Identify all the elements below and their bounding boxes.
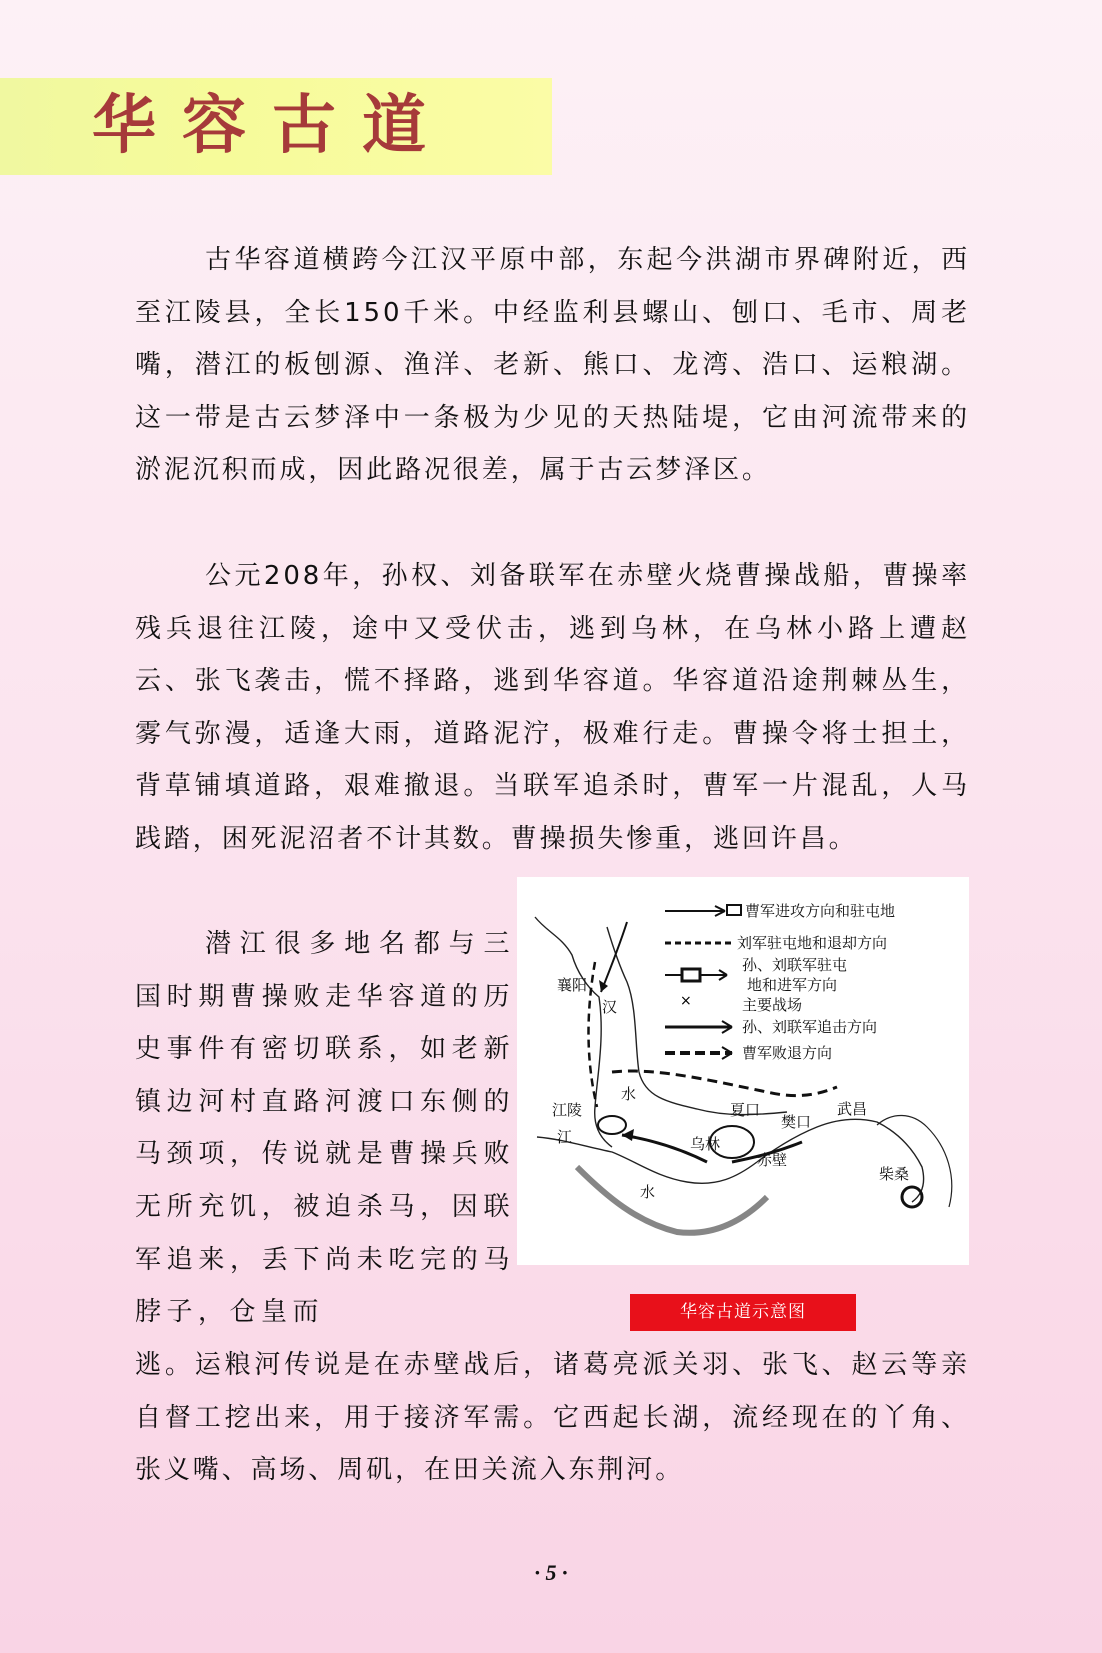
place-wulin: 乌林 (690, 1135, 721, 1153)
place-fankou: 樊口 (781, 1113, 812, 1131)
legend-label-7: 曹军败退方向 (742, 1044, 833, 1062)
place-shui-2: 水 (640, 1183, 656, 1201)
paragraph-3-rest: 逃。运粮河传说是在赤壁战后，诸葛亮派关羽、张飞、赵云等亲自督工挖出来，用于接济军需。它西起长湖，流经现在的丫角、张义嘴、高场、周矶，在田关流入东荆河。 (135, 1350, 970, 1486)
place-jiangling: 江陵 (552, 1101, 583, 1119)
legend-label-2: 刘军驻屯地和退却方向 (737, 934, 888, 952)
place-wuchang: 武昌 (837, 1100, 868, 1118)
legend-label-1: 曹军进攻方向和驻屯地 (745, 902, 896, 920)
place-chibi: 赤壁 (757, 1151, 788, 1169)
page-number: · 5 · (534, 1560, 568, 1585)
paragraph-1: 古华容道横跨今江汉平原中部，东起今洪湖市界碑附近，西至江陵县，全长150千米。中经监利县螺山、刨口、毛市、周老嘴，潜江的板刨源、渔洋、老新、熊口、龙湾、浩口、运粮湖。这一带是古云梦泽中一条极为少见的天热陆堤，它由河流带来的淤泥沉积而成，因此路况很差，属于古云梦泽区。 (135, 245, 970, 486)
paragraph-2: 公元208年，孙权、刘备联军在赤壁火烧曹操战船，曹操率残兵退往江陵，途中又受伏击，逃到乌林，在乌林小路上遭赵云、张飞袭击，慌不择路，逃到华容道。华容道沿途荆棘丛生，雾气弥漫，适逢大雨，道路泥泞，极难行走。曹操令将士担土，背草铺填道路，艰难撤退。当联军追杀时，曹军一片混乱，人马践踏，困死泥沼者不计其数。曹操损失惨重，逃回许昌。 (135, 561, 970, 854)
place-han: 汉 (602, 998, 618, 1016)
page-title: 华容古道 (92, 89, 452, 163)
place-shui-1: 水 (621, 1085, 637, 1103)
place-xiangyang: 襄阳 (557, 976, 588, 994)
battle-mark-icon: × (680, 993, 692, 1009)
map-figure (517, 877, 969, 1265)
place-xiakou: 夏口 (730, 1101, 761, 1119)
place-chaisang: 柴桑 (879, 1165, 910, 1183)
legend-label-4: 地和进军方向 (747, 976, 838, 994)
place-jiang: 江 (557, 1128, 573, 1146)
paragraph-3-narrow: 潜江很多地名都与三国时期曹操败走华容道的历史事件有密切联系，如老新镇边河村直路河渡口东侧的马颈项，传说就是曹操兵败无所充饥，被迫杀马，因联军追来，丢下尚未吃完的马脖子，仓皇而 (135, 929, 515, 1328)
legend-label-6: 孙、刘联军追击方向 (742, 1018, 878, 1036)
huarong-map (517, 877, 969, 1265)
legend-label-3: 孙、刘联军驻屯 (742, 956, 848, 974)
figure-caption: 华容古道示意图 (630, 1294, 856, 1331)
legend-label-5: 主要战场 (742, 996, 803, 1014)
